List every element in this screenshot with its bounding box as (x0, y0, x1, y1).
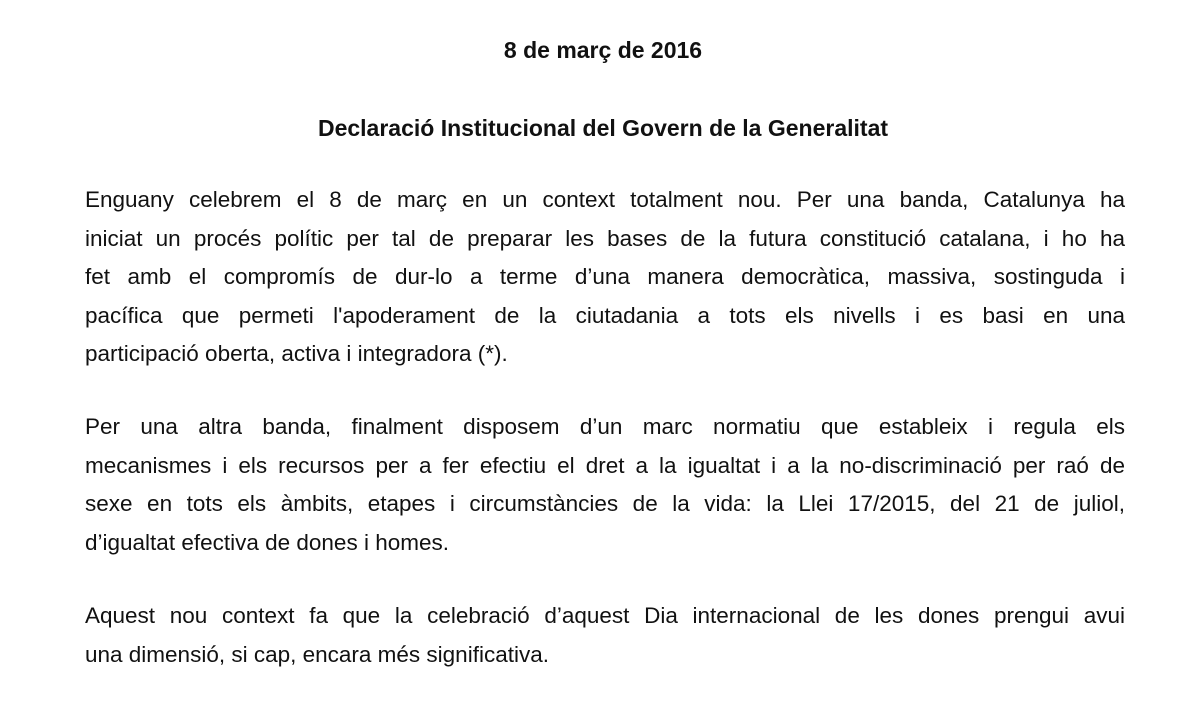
paragraph-line: iniciat un procés polític per tal de preparar les bases de la futura constitució catalana, i ho ha (85, 225, 1125, 251)
paragraph-line: Per una altra banda, finalment disposem d’un marc normatiu que estableix i regula els (85, 414, 1125, 439)
paragraph-line: d’igualtat efectiva de dones i homes. (85, 529, 449, 555)
paragraph-3 (85, 597, 1125, 674)
paragraph-1 (85, 181, 1125, 374)
paragraph-line: sexe en tots els àmbits, etapes i circumstàncies de la vida: la Llei 17/2015, del 21 de juliol, (85, 491, 1125, 516)
document-date: 8 de març de 2016 (503, 37, 703, 63)
paragraph-line: participació oberta, activa i integradora (*). (85, 341, 508, 366)
paragraph-line: pacífica que permeti l'apoderament de la ciutadania a tots els nivells i es basi en una (85, 302, 1125, 328)
paragraph-line: una dimensió, si cap, encara més significativa. (85, 641, 549, 667)
paragraph-line: mecanismes i els recursos per a fer efectiu el dret a la igualtat i a la no-discriminació per raó de (85, 452, 1125, 478)
paragraph-line: fet amb el compromís de dur-lo a terme d’una manera democràtica, massiva, sostinguda i (85, 264, 1125, 289)
document-title: Declaració Institucional del Govern de la Generalitat (317, 115, 889, 141)
paragraph-line: Aquest nou context fa que la celebració d’aquest Dia internacional de les dones prengui avui (85, 603, 1125, 628)
paragraph-2 (85, 408, 1125, 562)
paragraph-line: Enguany celebrem el 8 de març en un context totalment nou. Per una banda, Catalunya ha (85, 187, 1125, 212)
